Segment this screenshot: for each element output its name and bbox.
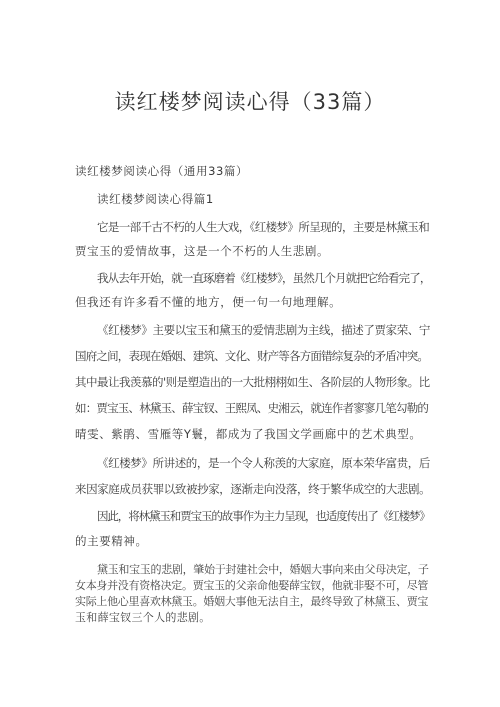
paragraph-line: 来因家庭成员获罪以致被抄家，逐渐走向没落，终于繁华成空的大悲剧。 [75,482,431,496]
paragraph-line: 女本身并没有资格决定。贾宝玉的父亲命他娶薛宝钗，他就非娶不可，尽管 [75,579,429,592]
paragraph-line: 如：贾宝玉、林黛玉、薛宝钗、王熙凤、史湘云，就连作者寥寥几笔勾勒的 [75,401,429,415]
paragraph-line: 黛玉和宝玉的悲剧，肇始于封建社会中，婚姻大事向来由父母决定，子 [97,563,429,576]
paragraph-line: 它是一部千古不朽的人生大戏，《红楼梦》所呈现的，主要是林黛玉和 [97,220,430,234]
paragraph-line: 实际上他心里喜欢林黛玉。婚姻大事他无法自主，最终导致了林黛玉、贾宝 [75,595,429,608]
paragraph-line: 我从去年开始，就一直琢磨着《红楼梦》，虽然几个月就把它给看完了， [97,271,431,285]
document-subtitle: 读红楼梦阅读心得（通用33篇） [75,164,249,178]
page-title: 读红楼梦阅读心得（33篇） [114,90,386,114]
paragraph-line: 《红楼梦》主要以宝玉和黛玉的爱情悲剧为主线，描述了贾家荣、宁 [97,323,430,337]
paragraph-line: 贾宝玉的爱情故事，这是一个不朽的人生悲剧。 [75,244,330,258]
paragraph-line: 但我还有许多看不懂的地方，便一句一句地理解。 [75,295,342,309]
paragraph-line: 的主要精神。 [75,534,148,548]
section-heading: 读红楼梦阅读心得篇1 [97,192,214,206]
paragraph-line: 国府之间，表现在婚姻、建筑、文化、财产等各方面错综复杂的矛盾冲突。 [75,349,429,363]
paragraph-line: 因此，将林黛玉和贾宝玉的故事作为主力呈现，也适度传出了《红楼梦》 [97,509,430,523]
paragraph-line: 《红楼梦》所讲述的，是一个令人称羡的大家庭，原本荣华富贵，后 [97,456,430,470]
paragraph-line: 晴雯、紫鹃、雪雁等Y鬟，都成为了我国文学画廊中的艺术典型。 [75,427,422,441]
paragraph-line: 其中最让我羡慕的'则是塑造出的一大批栩栩如生、各阶层的人物形象。比 [75,375,430,389]
paragraph-line: 玉和薛宝钗三个人的悲剧。 [75,611,211,624]
